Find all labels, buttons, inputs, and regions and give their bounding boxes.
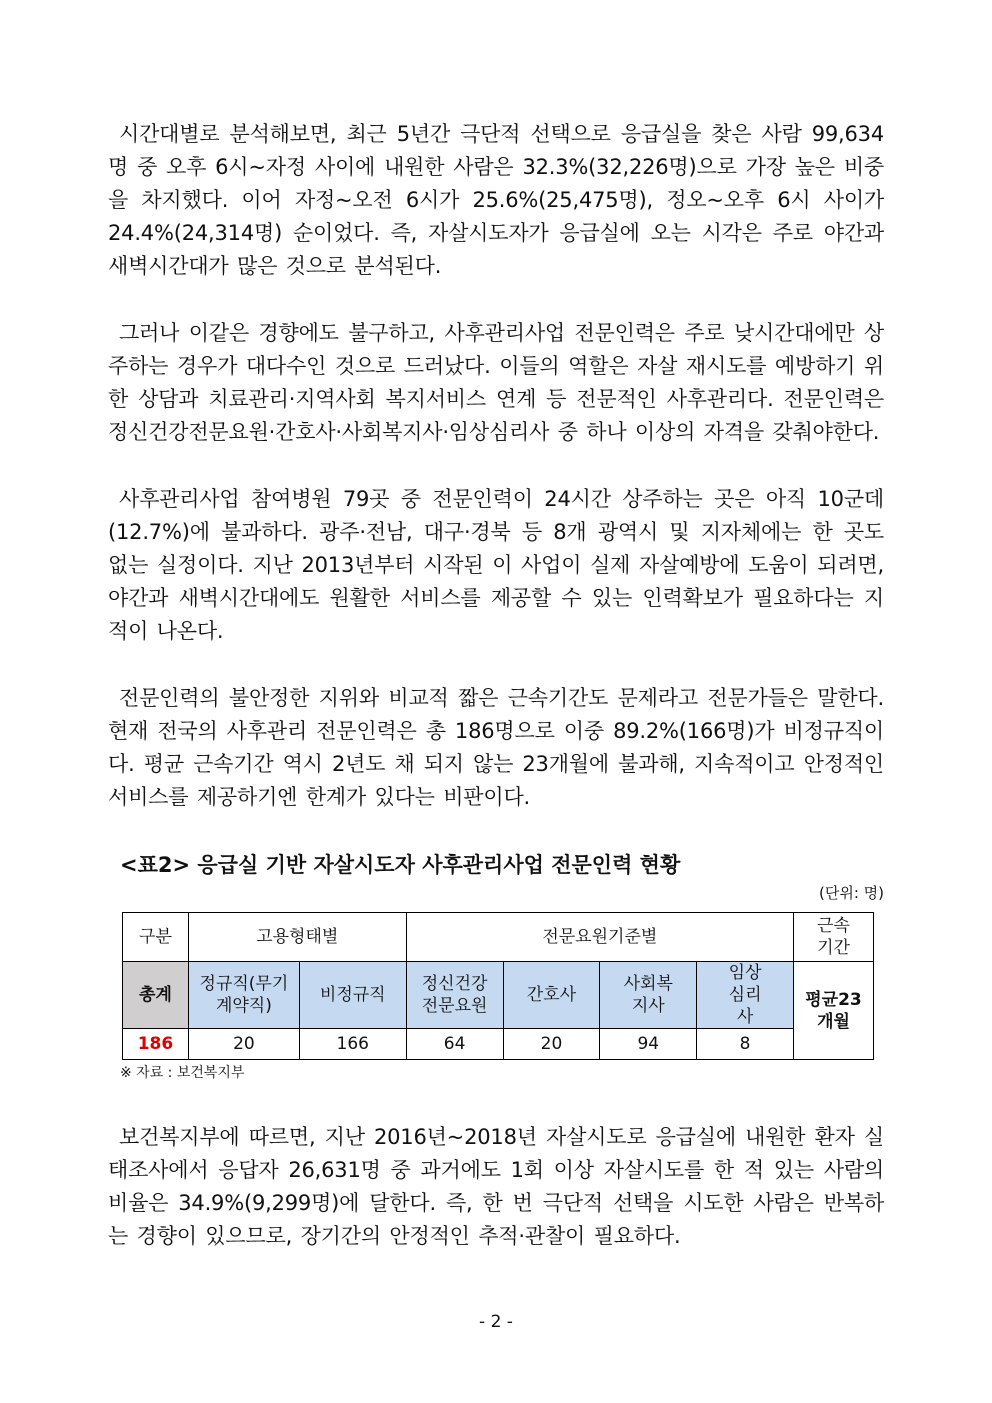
subheader-total: 총계	[123, 962, 189, 1029]
tenure-value-text: 평균23개월	[805, 989, 862, 1032]
staff-table	[122, 912, 874, 1060]
value-psychologist: 8	[697, 1029, 794, 1060]
value-regular: 20	[188, 1029, 299, 1060]
subheader-social-worker	[600, 962, 697, 1029]
subheader-psychologist	[697, 962, 794, 1029]
header-category: 구분	[123, 913, 189, 962]
page-number: - 2 -	[479, 1312, 513, 1332]
table-source: ※ 자료 : 보건복지부	[120, 1065, 245, 1081]
header-tenure-text: 근속기간	[817, 916, 850, 958]
paragraph-time-analysis: 시간대별로 분석해보면, 최근 5년간 극단적 선택으로 응급실을 찾은 사람 99,634명 중 오후 6시~자정 사이에 내원한 사람은 32.3%(32,226명)으로 가장 높은 비중을 차지했다. 이어 자정~오전 6시가 25.6%(25,475명), 정오~오후 6시 사이가 24.4%(24,314명) 순이었다. 즉, 자살시도자가 응급실에 오는 시각은 주로 야간과 새벽시간대가 많은 것으로 분석된다.	[108, 122, 884, 278]
subheader-psychologist-text: 임상심리사	[728, 963, 762, 1027]
value-social-worker: 94	[600, 1029, 697, 1060]
subheader-nurse: 간호사	[503, 962, 600, 1029]
value-mental-health: 64	[406, 1029, 503, 1060]
value-nonregular: 166	[299, 1029, 406, 1060]
paragraph-employment-status: 전문인력의 불안정한 지위와 비교적 짧은 근속기간도 문제라고 전문가들은 말한다. 현재 전국의 사후관리 전문인력은 총 186명으로 이중 89.2%(166명)가 비정규직이다. 평균 근속기간 역시 2년도 채 되지 않는 23개월에 불과해, 지속적이고 안정적인 서비스를 제공하기엔 한계가 있다는 비판이다.	[108, 686, 884, 809]
header-tenure	[794, 913, 874, 962]
header-employment: 고용형태별	[188, 913, 406, 962]
value-nurse: 20	[503, 1029, 600, 1060]
header-specialist: 전문요원기준별	[406, 913, 793, 962]
subheader-social-worker-text: 사회복지사	[623, 974, 673, 1016]
subheader-regular-text: 정규직(무기계약직)	[199, 974, 289, 1016]
document-body	[108, 118, 884, 1287]
subheader-nonregular: 비정규직	[299, 962, 406, 1029]
tenure-value	[794, 962, 874, 1060]
table-unit: (단위: 명)	[819, 884, 884, 902]
paragraph-staffing-daytime: 그러나 이같은 경향에도 불구하고, 사후관리사업 전문인력은 주로 낮시간대에만 상주하는 경우가 대다수인 것으로 드러났다. 이들의 역할은 자살 재시도를 예방하기 위한 상담과 치료관리·지역사회 복지서비스 연계 등 전문적인 사후관리다. 전문인력은 정신건강전문요원·간호사·사회복지사·임상심리사 중 하나 이상의 자격을 갖춰야한다.	[108, 321, 884, 444]
paragraph-repeat-attempts: 보건복지부에 따르면, 지난 2016년~2018년 자살시도로 응급실에 내원한 환자 실태조사에서 응답자 26,631명 중 과거에도 1회 이상 자살시도를 한 적 있는 사람의 비율은 34.9%(9,299명)에 달한다. 즉, 한 번 극단적 선택을 시도한 사람은 반복하는 경향이 있으므로, 장기간의 안정적인 추적·관찰이 필요하다.	[108, 1125, 884, 1248]
value-total: 186	[123, 1029, 189, 1060]
subheader-mental-health-text: 정신건강전문요원	[421, 974, 488, 1016]
table-title: <표2> 응급실 기반 자살시도자 사후관리사업 전문인력 현황	[120, 853, 681, 877]
paragraph-24h-hospitals: 사후관리사업 참여병원 79곳 중 전문인력이 24시간 상주하는 곳은 아직 10군데(12.7%)에 불과하다. 광주·전남, 대구·경북 등 8개 광역시 및 지자체에는 한 곳도 없는 실정이다. 지난 2013년부터 시작된 이 사업이 실제 자살예방에 도움이 되려면, 야간과 새벽시간대에도 원활한 서비스를 제공할 수 있는 인력확보가 필요하다는 지적이 나온다.	[108, 487, 884, 643]
subheader-mental-health	[406, 962, 503, 1029]
subheader-regular	[188, 962, 299, 1029]
